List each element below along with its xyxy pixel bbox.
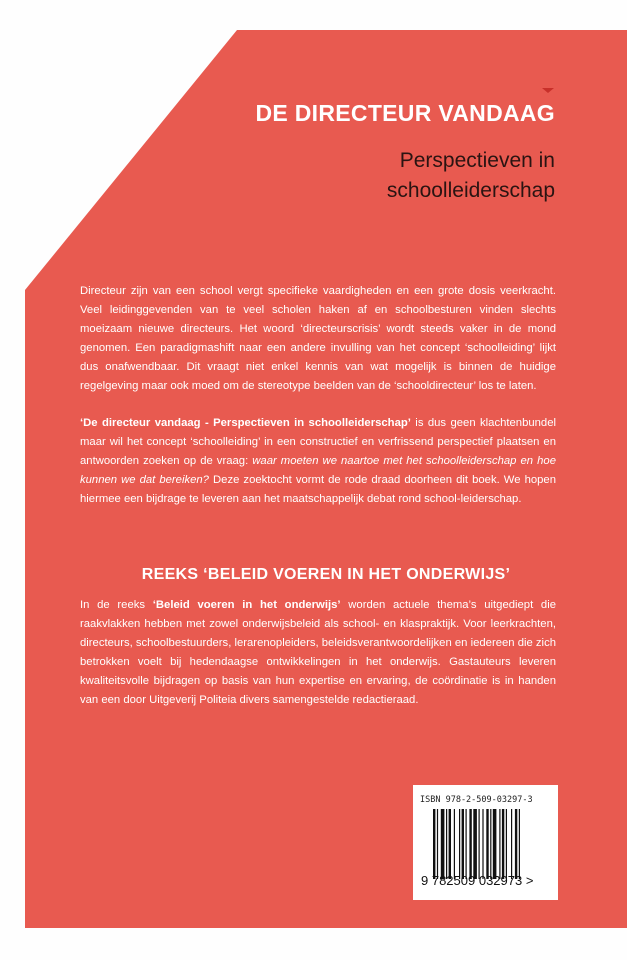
series-text: In de reeks: [80, 599, 153, 611]
blurb-text: Deze zoektocht vormt de rode draad doorheen dit boek. We hopen hiermee een bijdrage te leveren aan het maatschappelijk debat rond school-leiderschap.: [80, 473, 556, 505]
book-subtitle: [387, 146, 555, 206]
blurb-question: waar moeten we naartoe met het schoolleiderschap en hoe kunnen we dat bereiken?: [80, 454, 556, 486]
blurb-paragraph-1: Directeur zijn van een school vergt specifieke vaardigheden en een grote dosis veerkracht. Veel leidinggevenden van te veel scholen haken af en schoolbesturen vinden slechts moeizaam nieuwe directeurs. Het woord ‘directeurscrisis’ wordt steeds vaker in de mond genomen. Een paradigmashift naar een andere invulling van het concept ‘schoolleiding’ lijkt dus onafwendbaar. Dit vraagt niet enkel kennis van wat mogelijk is binnen de huidige regelgeving maar ook moed om de stereotype beelden van de ‘schooldirecteur’ los te laten.: [80, 285, 556, 392]
subtitle-line: schoolleiderschap: [386, 179, 555, 202]
series-heading: REEKS ‘BELEID VOEREN IN HET ONDERWIJS’: [141, 566, 511, 583]
series-text: worden actuele thema’s uitgediept die raakvlakken hebben met zowel onderwijsbeleid als school- en klaspraktijk. Voor leerkrachten, directeurs, schoolbestuurders, lerarenopleiders, beleidsverantwoordelijken en iedereen die zich betrokken voelt bij hedendaagse ontwikkelingen in het onderwijs. Gastauteurs leveren kwaliteitsvolle bijdragen op basis van hun expertise en ervaring, de coördinatie is in handen van een door Uitgeverij Politeia divers samengestelde redactieraad.: [80, 599, 557, 706]
ean-digits: 9 782509 032973 >: [421, 873, 534, 888]
triangle-marker-icon: [542, 88, 554, 93]
blurb-text: is dus geen klachtenbundel maar wil het concept ‘schoolleiding’ in een constructief en verfrissend perspectief plaatsen en antwoorden zoeken op de vraag:: [80, 417, 557, 467]
book-title: DE DIRECTEUR VANDAAG: [255, 100, 555, 126]
blurb-paragraph-2: [80, 414, 556, 509]
series-name: ‘Beleid voeren in het onderwijs’: [152, 599, 341, 611]
book-title-reference: ‘De directeur vandaag - Perspectieven in schoolleiderschap’: [80, 417, 411, 429]
barcode-bars-icon: [433, 809, 548, 879]
series-paragraph: [80, 596, 556, 709]
isbn-label: ISBN 978-2-509-03297-3: [420, 795, 533, 805]
subtitle-line: Perspectieven in: [399, 149, 555, 172]
isbn-barcode: [413, 785, 558, 900]
